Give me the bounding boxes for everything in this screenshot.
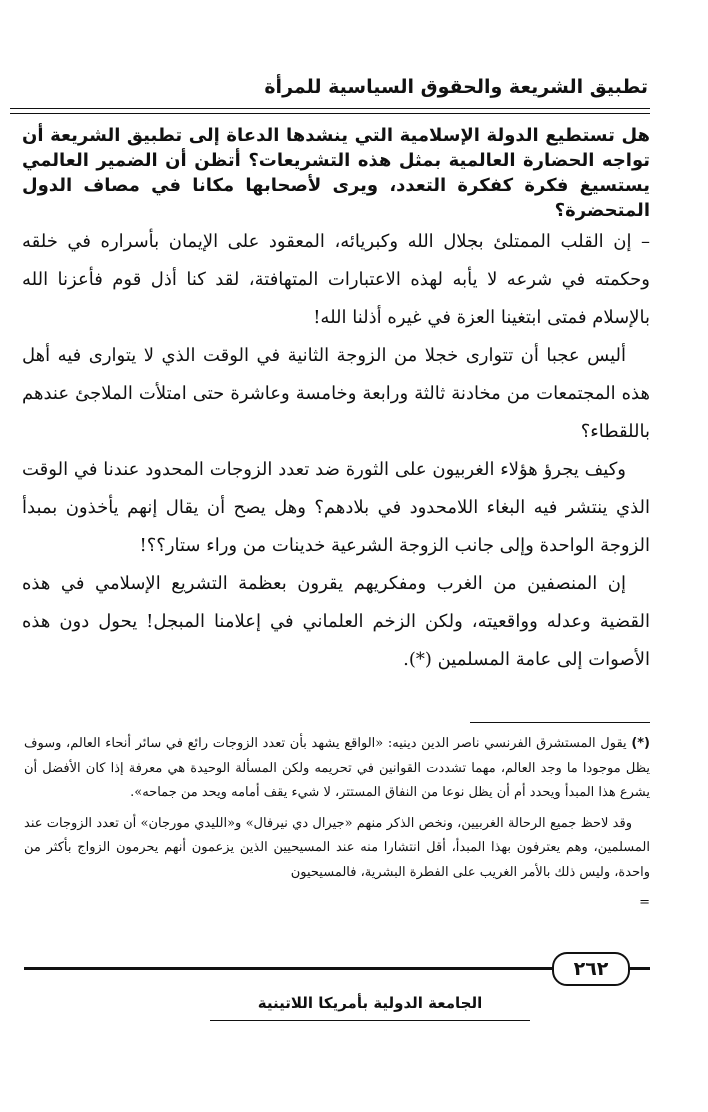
footnote-continued-mark: = [639, 895, 650, 910]
running-header: تطبيق الشريعة والحقوق السياسية للمرأة [264, 76, 648, 98]
footnote-separator [470, 722, 650, 723]
body-paragraph-2: وكيف يجرؤ هؤلاء الغربيون على الثورة ضد تعدد الزوجات المحدود عندنا في الوقت الذي ينتشر فيه البغاء اللامحدود في بلادهم؟ وهل يصح أن يقال إنهم يأخذون بمبدأ الزوجة الواحدة وإلى جانب الزوجة الشرعية خدينات من وراء ستار؟؟! [22, 459, 650, 556]
page-number: ٢٦٢ [552, 952, 630, 986]
main-text [22, 123, 650, 679]
footnote-1-text: يقول المستشرق الفرنسي ناصر الدين دينيه: «الواقع يشهد بأن تعدد الزوجات رائع في سائر أنحاء العالم، وسوف يظل موجودا ما وجد العالم، مهما تشددت القوانين في تحريمه ولكن المسألة الوحيدة هي معرفة إذا كان الأفضل أن يشرع هذا المبدأ ويحدد أم أن يظل نوعا من النفاق المستتر، لا شيء يقف أمامه ويحد من جماحه». [24, 736, 650, 800]
footnotes [24, 732, 650, 922]
footnote-2: وقد لاحظ جميع الرحالة الغربيين، ونخص الذكر منهم «جيرال دي نيرفال» و«الليدي مورجان» أن تعدد الزوجات عند المسلمين، وهم يعترفون بهذا المبدأ، أقل انتشارا منه عند المسيحيين الذين يزعمون أنهم يحرمون الزواج بأكثر من واحدة، وليس ذلك بالأمر الغريب على الفطرة البشرية، فالمسيحيون [24, 815, 650, 880]
body-paragraph-1: أليس عجبا أن تتوارى خجلا من الزوجة الثانية في الوقت الذي لا يتوارى فيه أهل هذه المجتمعات من مخادنة ثالثة ورابعة وخامسة وعاشرة حتى امتلأت الملاجئ عندهم باللقطاء؟ [22, 345, 651, 442]
footnote-mark: (*) [631, 736, 650, 751]
body-paragraph-3: إن المنصفين من الغرب ومفكريهم يقرون بعظمة التشريع الإسلامي في هذه القضية وعدله وواقعيته، ولكن الزخم العلماني في إعلامنا المبجل! يحول دون هذه الأصوات إلى عامة المسلمين (*). [22, 573, 650, 670]
publisher-rule [210, 1020, 530, 1021]
header-rule-secondary [10, 113, 650, 114]
footnote-1 [24, 732, 650, 806]
question-paragraph: هل تستطيع الدولة الإسلامية التي ينشدها الدعاة إلى تطبيق الشريعة أن تواجه الحضارة العالمية بمثل هذه التشريعات؟ أتظن أن الضمير العالمي يستسيغ فكرة كفكرة التعدد، ويرى لأصحابها مكانا في مصاف الدول المتحضرة؟ [22, 125, 650, 221]
header-rule [10, 108, 650, 109]
publisher-name: الجامعة الدولية بأمريكا اللاتينية [257, 994, 483, 1012]
answer-paragraph: – إن القلب الممتلئ بجلال الله وكبريائه، المعقود على الإيمان بأسراره في خلقه وحكمته في شرعه لا يأبه لهذه الاعتبارات المتهافتة، لقد كنا أذل قوم فأعزنا الله بالإسلام فمتى ابتغينا العزة في غيره أذلنا الله! [22, 231, 650, 328]
